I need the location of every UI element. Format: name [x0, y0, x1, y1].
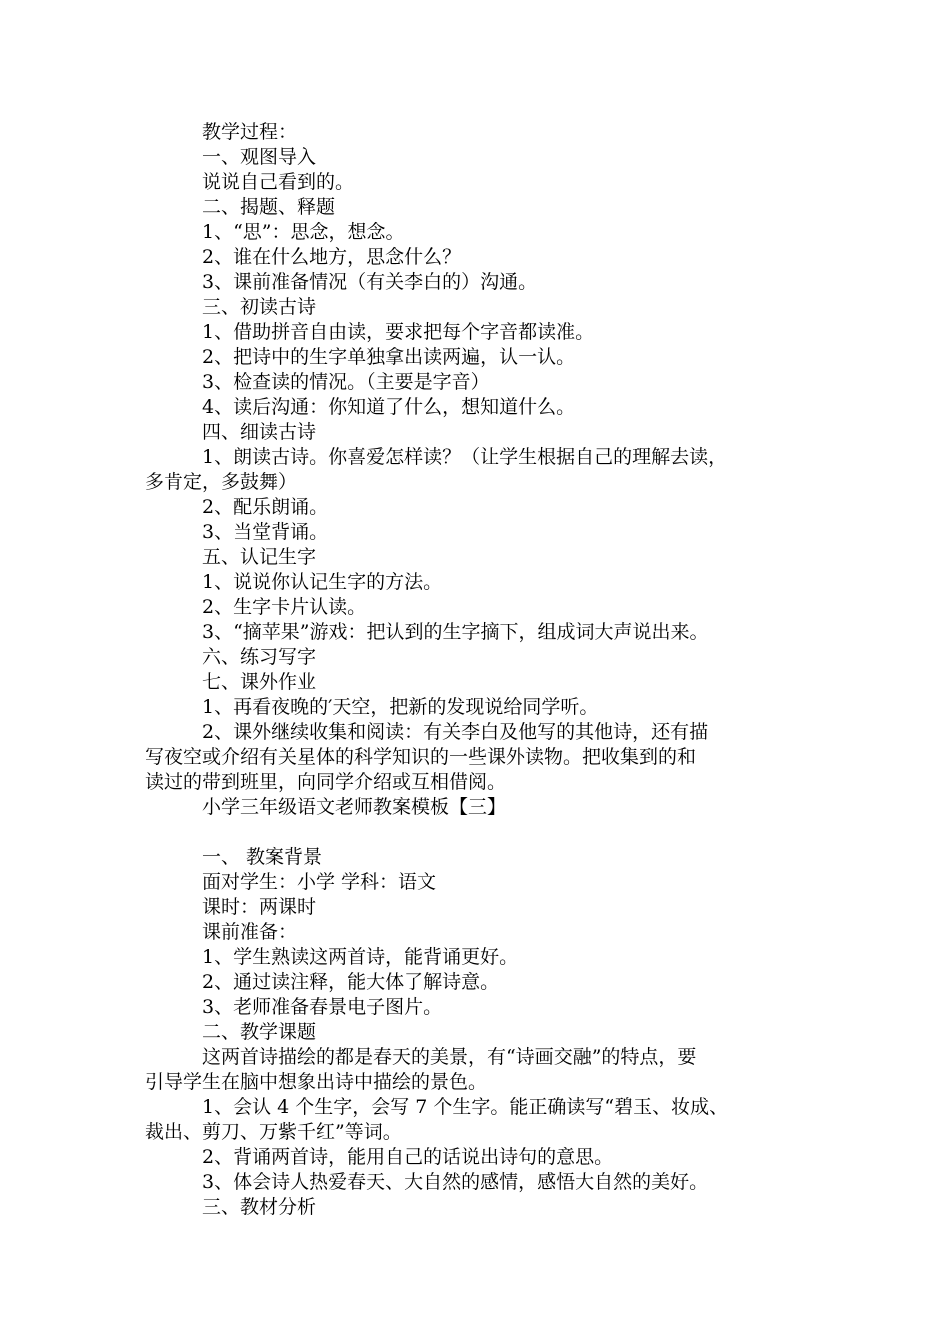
list-item-continuation: 裁出、剪刀、万紫千红”等词。 — [145, 1121, 402, 1143]
document-subtitle: 小学三年级语文老师教案模板【三】 — [202, 796, 507, 818]
section-heading: 五、认记生字 — [202, 546, 317, 568]
section-heading: 七、课外作业 — [202, 671, 317, 693]
list-item: 3、当堂背诵。 — [202, 521, 329, 543]
list-item: 2、课外继续收集和阅读：有关李白及他写的其他诗，还有描 — [202, 721, 709, 743]
paragraph-line: 这两首诗描绘的都是春天的美景，有“诗画交融”的特点，要 — [202, 1046, 697, 1068]
text-line: 说说自己看到的。 — [202, 171, 355, 193]
section-heading: 一、 教案背景 — [202, 846, 323, 868]
list-item: 2、配乐朗诵。 — [202, 496, 329, 518]
list-item: 1、会认 4 个生字，会写 7 个生字。能正确读写“碧玉、妆成、 — [202, 1096, 729, 1118]
list-item: 3、“摘苹果”游戏：把认到的生字摘下，组成词大声说出来。 — [202, 621, 709, 643]
text-line: 课时：两课时 — [202, 896, 317, 918]
section-heading: 六、练习写字 — [202, 646, 317, 668]
section-heading: 二、揭题、释题 — [202, 196, 336, 218]
list-item: 4、读后沟通：你知道了什么，想知道什么。 — [202, 396, 576, 418]
text-line: 课前准备： — [202, 921, 298, 943]
list-item: 1、说说你认记生字的方法。 — [202, 571, 443, 593]
text-line: 面对学生：小学 学科：语文 — [202, 871, 437, 893]
section-heading: 二、教学课题 — [202, 1021, 317, 1043]
list-item: 1、学生熟读这两首诗，能背诵更好。 — [202, 946, 519, 968]
paragraph-continuation: 引导学生在脑中想象出诗中描绘的景色。 — [145, 1071, 488, 1093]
list-item: 1、借助拼音自由读，要求把每个字音都读准。 — [202, 321, 595, 343]
list-item: 2、生字卡片认读。 — [202, 596, 367, 618]
list-item: 3、课前准备情况（有关李白的）沟通。 — [202, 271, 538, 293]
document-body — [0, 120, 950, 1220]
list-item-continuation: 读过的带到班里，向同学介绍或互相借阅。 — [145, 771, 507, 793]
section-heading: 三、教材分析 — [202, 1196, 317, 1218]
list-item: 2、把诗中的生字单独拿出读两遍，认一认。 — [202, 346, 576, 368]
text-line: 教学过程： — [202, 121, 298, 143]
list-item: 1、再看夜晚的′天空，把新的发现说给同学听。 — [202, 696, 599, 718]
section-heading: 四、细读古诗 — [202, 421, 317, 443]
list-item: 3、检查读的情况。（主要是字音） — [202, 371, 490, 393]
section-heading: 一、观图导入 — [202, 146, 317, 168]
blank-line — [0, 820, 950, 845]
list-item: 3、体会诗人热爱春天、大自然的感情，感悟大自然的美好。 — [202, 1171, 709, 1193]
list-item: 1、“思”：思念，想念。 — [202, 221, 405, 243]
list-item: 3、老师准备春景电子图片。 — [202, 996, 443, 1018]
list-item-continuation: 写夜空或介绍有关星体的科学知识的一些课外读物。把收集到的和 — [145, 746, 697, 768]
list-item-continuation: 多肯定，多鼓舞） — [145, 471, 298, 493]
section-heading: 三、初读古诗 — [202, 296, 317, 318]
list-item: 2、背诵两首诗，能用自己的话说出诗句的意思。 — [202, 1146, 614, 1168]
list-item: 2、谁在什么地方，思念什么？ — [202, 246, 462, 268]
list-item: 2、通过读注释，能大体了解诗意。 — [202, 971, 500, 993]
list-item: 1、朗读古诗。你喜爱怎样读？（让学生根据自己的理解去读， — [202, 446, 728, 468]
